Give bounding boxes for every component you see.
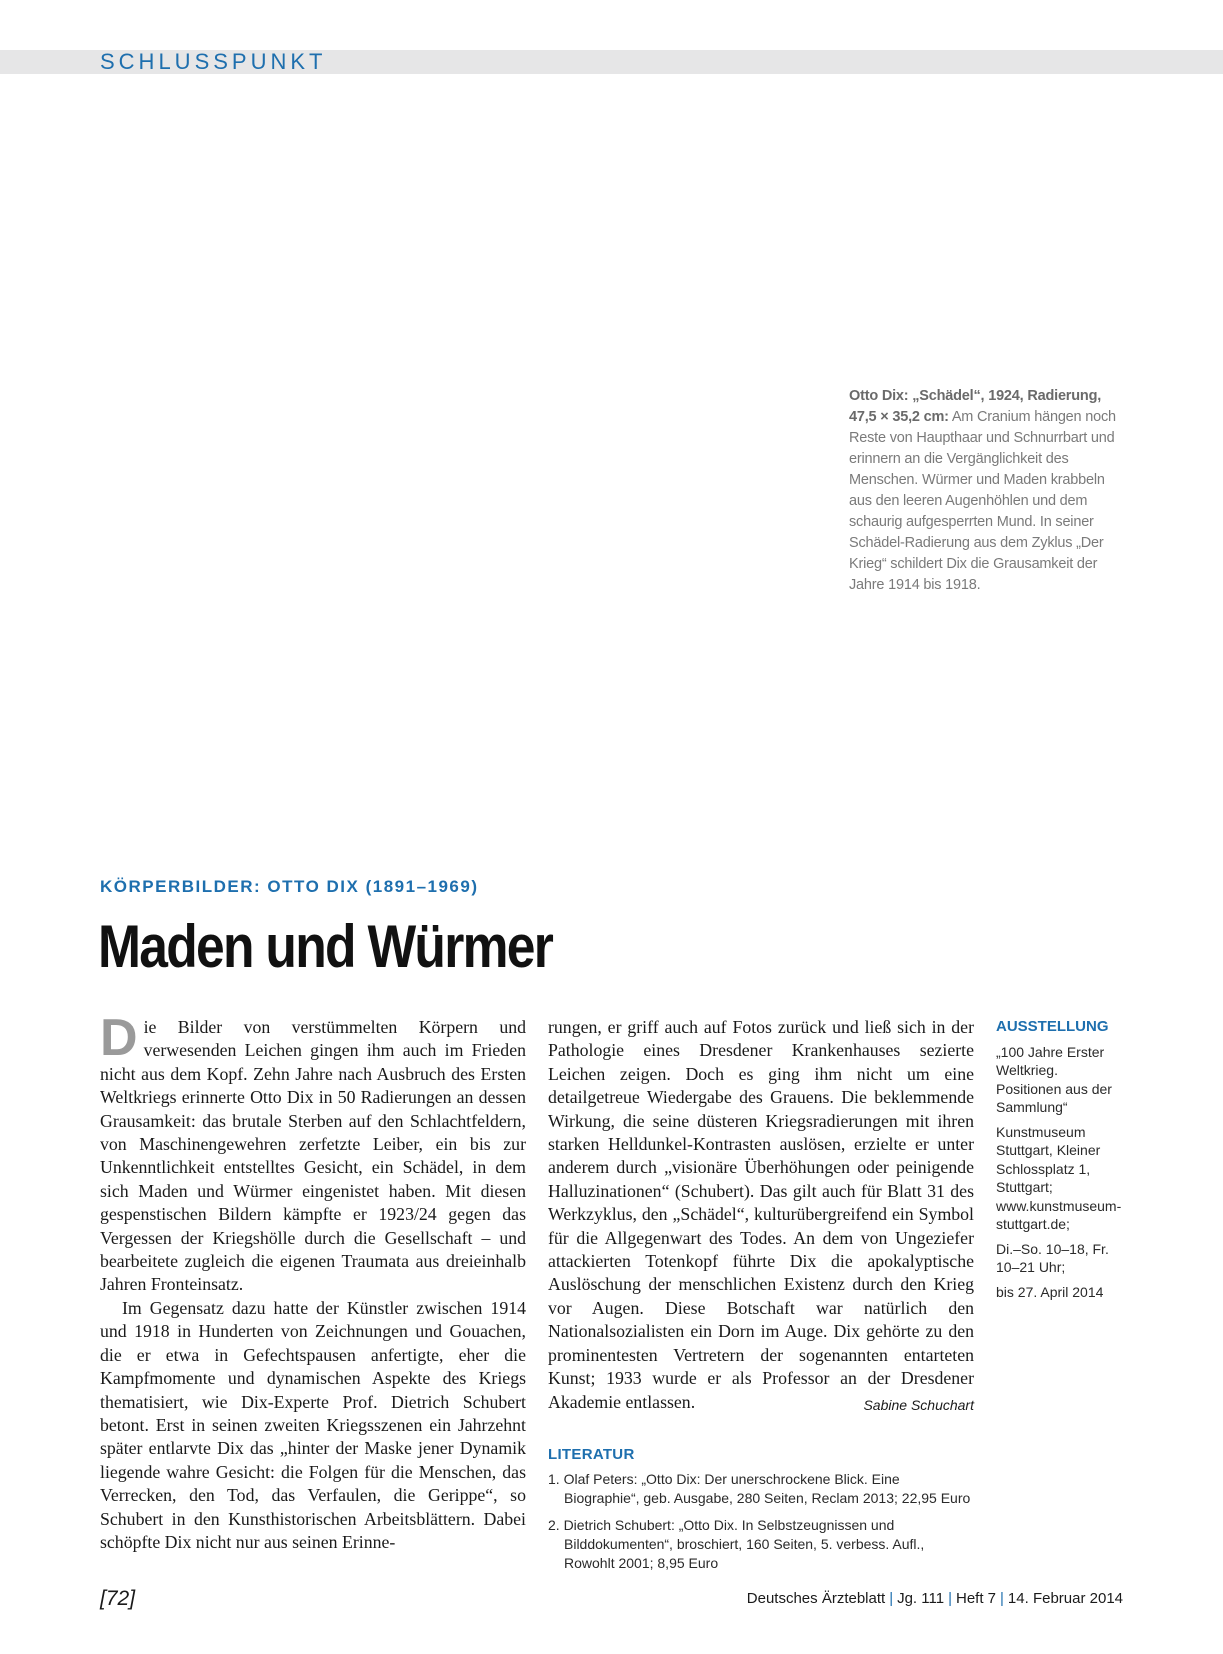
footer-separator: | <box>948 1590 952 1607</box>
journal-name: Deutsches Ärzteblatt <box>746 1590 886 1607</box>
literature-list <box>548 1470 978 1581</box>
literature-item: 1. Olaf Peters: „Otto Dix: Der unerschrockene Blick. Eine Biographie“, geb. Ausgabe, 280 Seiten, Reclam 2013; 22,95 Euro <box>548 1471 971 1506</box>
exhibition-heading: AUSSTELLUNG <box>996 1018 1109 1035</box>
section-title: SCHLUSSPUNKT <box>100 49 327 74</box>
journal-date: 14. Februar 2014 <box>1007 1590 1123 1607</box>
paragraph-3-text: rungen, er griff auch auf Fotos zurück und ließ sich in der Pathologie eines Dresdener Krankenhauses sezierte Leichen zeigen. Doch es ging ihm nicht um eine detailgetreue Wiedergabe des Grauens. Die beklemmende Wirkung, die seine düsteren Kriegsradierungen mit ihren starken Helldunkel-Kontrasten auslösen, erzielte er unter anderem durch „visionäre Überhöhungen oder peinigende Halluzinationen“ (Schubert). Das gilt auch für Blatt 31 des Werkzyklus, den „Schädel“, kulturübergreifend ein Symbol für die Allgegenwart des Todes. An dem von Ungeziefer attackierten Totenkopf führte Dix die apokalyptische Auslöschung der menschlichen Existenz durch den Krieg vor Augen. Diese Botschaft war natürlich den Nationalsozialisten ein Dorn im Auge. Dix gehörte zu den prominentesten Vertretern der sogenannten entarteten Kunst; 1933 wurde er als Professor an der Dresdener Akademie entlassen. <box>548 1017 974 1412</box>
article-kicker: KÖRPERBILDER: OTTO DIX (1891–1969) <box>100 877 479 896</box>
author-name: Sabine Schuchart <box>863 1396 974 1413</box>
literature-heading: LITERATUR <box>548 1446 635 1463</box>
journal-volume: Jg. 111 <box>897 1590 945 1607</box>
page-number: [72] <box>100 1587 136 1610</box>
caption-heading: Otto Dix: „Schädel“, 1924, Radierung, 47,5 × 35,2 cm: <box>849 388 1102 425</box>
footer-separator: | <box>889 1590 894 1607</box>
paragraph-1-text: ie Bilder von verstümmelten Körpern und verwesenden Leichen gingen ihm auch im Frieden nicht aus dem Kopf. Zehn Jahre nach Ausbruch des Ersten Weltkriegs erinnerte Otto Dix in 50 Radierungen an dessen Grausamkeit: das brutale Sterben auf den Schlachtfeldern, von Maschinengewehren zerfetzte Leiber, ein bis zur Unkenntlichkeit entstelltes Gesicht, ein Schädel, in dem sich Maden und Würmer eingenistet haben. Mit diesen gespenstischen Bildern kämpfte er 1923/24 gegen das Vergessen der Kriegshölle durch die Gesellschaft – und bearbeitete zugleich die eigenen Traumata aus dreieinhalb Jahren Fronteinsatz. <box>100 1017 526 1295</box>
paragraph-1 <box>100 1009 526 1297</box>
exhibition-venue: Kunstmuseum Stuttgart, Kleiner Schlossplatz 1, Stuttgart; www.kunstmuseum-stuttgart.de; <box>996 1123 1122 1232</box>
image-caption <box>849 386 1129 596</box>
article-column-1 <box>100 1009 526 1554</box>
literature-item: 2. Dietrich Schubert: „Otto Dix. In Selbstzeugnissen und Bilddokumenten“, broschiert, 160 Seiten, 5. verbess. Aufl., Rowohlt 2001; 8,95 Euro <box>548 1517 925 1571</box>
footer-citation <box>747 1590 1123 1607</box>
exhibition-until: bis 27. April 2014 <box>996 1283 1104 1300</box>
caption-text: Am Cranium hängen noch Reste von Haupthaar und Schnurrbart und erinnern an die Vergänglichkeit des Menschen. Würmer und Maden krabbeln aus den leeren Augenhöhlen und dem schaurig aufgesperrten Mund. In seiner Schädel-Radierung aus dem Zyklus „Der Krieg“ schildert Dix die Grausamkeit der Jahre 1914 bis 1918. <box>849 409 1116 593</box>
dropcap: D <box>100 1009 138 1067</box>
exhibition-name: „100 Jahre Erster Weltkrieg. Positionen aus der Sammlung“ <box>996 1043 1112 1115</box>
paragraph-3 <box>548 1016 974 1414</box>
exhibition-hours: Di.–So. 10–18, Fr. 10–21 Uhr; <box>996 1240 1109 1275</box>
article-column-2 <box>548 1016 974 1417</box>
paragraph-2: Im Gegensatz dazu hatte der Künstler zwischen 1914 und 1918 in Hunderten von Zeichnungen und Gouachen, die er etwa in Gefechtspausen anfertigte, eher die Kampfmomente und dynamischen Aspekte des Kriegs thematisiert, wie Dix-Experte Prof. Dietrich Schubert betont. Erst in seinen zweiten Kriegsszenen ein Jahrzehnt später entlarvte Dix das „hinter der Maske jener Dynamik liegende wahre Gesicht: die Folgen für die Menschen, das Verrecken, den Tod, das Verfaulen, die Gerippe“, so Schubert in den Kunsthistorischen Arbeitsblättern. Dabei schöpfte Dix nicht nur aus seinen Erinne- <box>100 1297 526 1552</box>
journal-issue: Heft 7 <box>955 1590 997 1607</box>
footer-separator: | <box>1000 1590 1004 1607</box>
exhibition-box <box>996 1018 1126 1307</box>
article-title: Maden und Würmer <box>98 913 553 980</box>
